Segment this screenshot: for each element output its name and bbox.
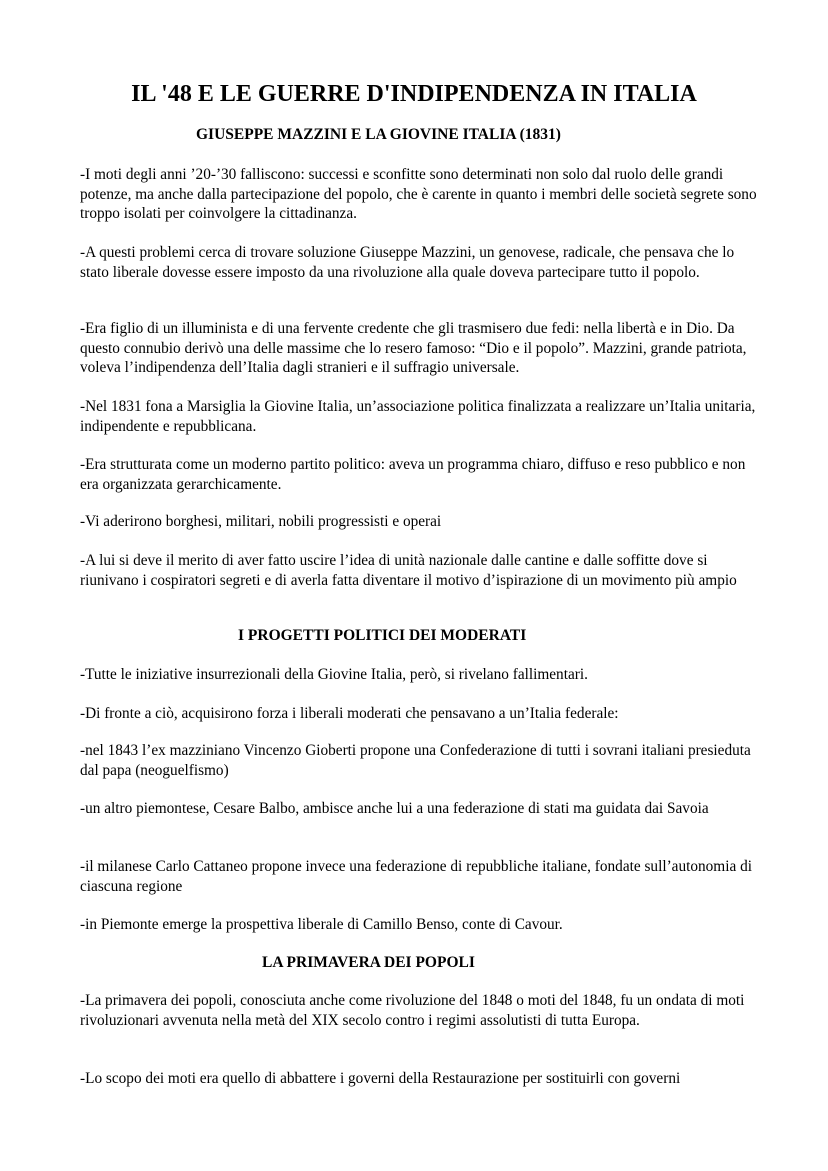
- paragraph: -I moti degli anni ’20-’30 falliscono: successi e sconfitte sono determinati non solo dal ruolo delle grandi potenze, ma anche dalla partecipazione del popolo, che è carente in quanto i membri delle società segrete sono troppo isolati per coinvolgere la cittadinanza.: [80, 166, 757, 222]
- paragraph: -Tutte le iniziative insurrezionali della Giovine Italia, però, si rivelano fallimentari.: [80, 666, 588, 683]
- paragraph: -A questi problemi cerca di trovare soluzione Giuseppe Mazzini, un genovese, radicale, che pensava che lo stato liberale dovesse essere imposto da una rivoluzione alla quale doveva partecipare tutto il popolo.: [80, 244, 735, 281]
- section-heading-primavera: LA PRIMAVERA DEI POPOLI: [262, 954, 475, 971]
- section-heading-moderati: I PROGETTI POLITICI DEI MODERATI: [238, 627, 527, 644]
- paragraph: -Vi aderirono borghesi, militari, nobili progressisti e operai: [80, 513, 442, 530]
- paragraph: -A lui si deve il merito di aver fatto uscire l’idea di unità nazionale dalle cantine e dalle soffitte dove si riunivano i cospiratori segreti e di averla fatta diventare il motivo d’ispirazione di un movimento più ampio: [80, 552, 737, 589]
- document-title: IL '48 E LE GUERRE D'INDIPENDENZA IN ITALIA: [131, 81, 697, 107]
- paragraph: -in Piemonte emerge la prospettiva liberale di Camillo Benso, conte di Cavour.: [80, 916, 563, 933]
- paragraph: -Era strutturata come un moderno partito politico: aveva un programma chiaro, diffuso e reso pubblico e non era organizzata gerarchicamente.: [80, 456, 746, 493]
- paragraph: -Di fronte a ciò, acquisirono forza i liberali moderati che pensavano a un’Italia federale:: [80, 705, 619, 722]
- paragraph: -Lo scopo dei moti era quello di abbattere i governi della Restaurazione per sostituirli con governi: [80, 1070, 681, 1087]
- paragraph: -il milanese Carlo Cattaneo propone invece una federazione di repubbliche italiane, fondate sull’autonomia di ciascuna regione: [80, 858, 752, 895]
- paragraph: -La primavera dei popoli, conosciuta anche come rivoluzione del 1848 o moti del 1848, fu un ondata di moti rivoluzionari avvenuta nella metà del XIX secolo contro i regimi assolutisti di tutta Europa.: [80, 992, 745, 1029]
- paragraph: -nel 1843 l’ex mazziniano Vincenzo Gioberti propone una Confederazione di tutti i sovrani italiani presieduta dal papa (neoguelfismo): [80, 742, 751, 779]
- paragraph: -un altro piemontese, Cesare Balbo, ambisce anche lui a una federazione di stati ma guidata dai Savoia: [80, 800, 709, 817]
- paragraph: -Nel 1831 fona a Marsiglia la Giovine Italia, un’associazione politica finalizzata a realizzare un’Italia unitaria, indipendente e repubblicana.: [80, 398, 756, 435]
- paragraph: -Era figlio di un illuminista e di una fervente credente che gli trasmisero due fedi: nella libertà e in Dio. Da questo connubio derivò una delle massime che lo resero famoso: “Dio e il popolo”. Mazzini, grande patriota, voleva l’indipendenza dell’Italia dagli stranieri e il suffragio universale.: [80, 320, 747, 376]
- section-heading-mazzini: GIUSEPPE MAZZINI E LA GIOVINE ITALIA (1831): [196, 126, 561, 143]
